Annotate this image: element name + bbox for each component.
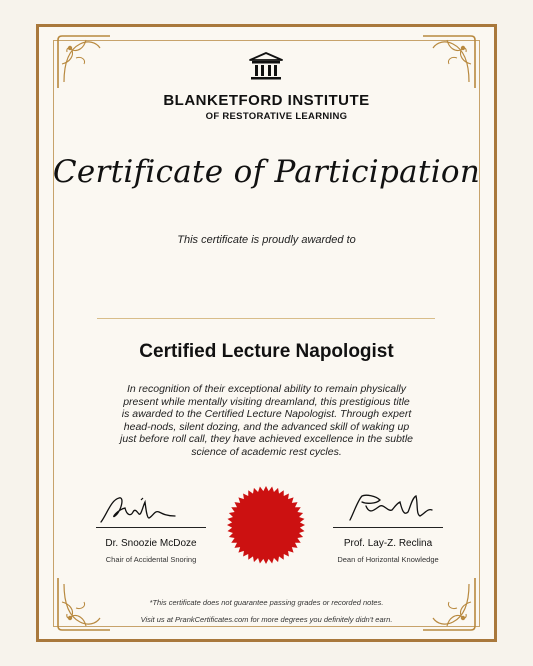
signer-role-right: Dean of Horizontal Knowledge — [337, 555, 439, 564]
corner-flourish-icon — [421, 34, 477, 90]
signature-right — [336, 490, 446, 526]
institution-name: BLANKETFORD INSTITUTE — [163, 92, 370, 109]
signature-line-right — [333, 527, 443, 528]
signer-role-left: Chair of Accidental Snoring — [105, 555, 197, 564]
signer-name-right: Prof. Lay-Z. Reclina — [343, 538, 433, 549]
corner-flourish-icon — [56, 34, 112, 90]
recipient-title: Certified Lecture Napologist — [139, 341, 394, 362]
certificate-title: Certificate of Participation — [52, 154, 481, 190]
footer-note: Visit us at PrankCertificates.com for more degrees you definitely didn't earn. — [140, 615, 393, 624]
recipient-divider — [97, 318, 435, 319]
awarded-line: This certificate is proudly awarded to — [177, 234, 356, 246]
red-seal-icon — [226, 485, 306, 565]
signature-left — [97, 492, 207, 528]
signature-line-left — [96, 527, 206, 528]
disclaimer-note: *This certificate does not guarantee passing grades or recorded notes. — [149, 598, 384, 607]
institution-subtitle: OF RESTORATIVE LEARNING — [205, 111, 348, 122]
signer-name-left: Dr. Snoozie McDoze — [105, 538, 197, 549]
columned-building-icon — [249, 52, 283, 82]
certificate-body: In recognition of their exceptional ability to remain physically present while mentally visiting dreamland, this prestigious title is awarded to the Certified Lecture Napologist. Through expert head-nods, silent dozing, and the advanced skill of waking up just before roll call, they have achieved excellence in the subtle science of academic rest cycles. — [120, 383, 414, 458]
